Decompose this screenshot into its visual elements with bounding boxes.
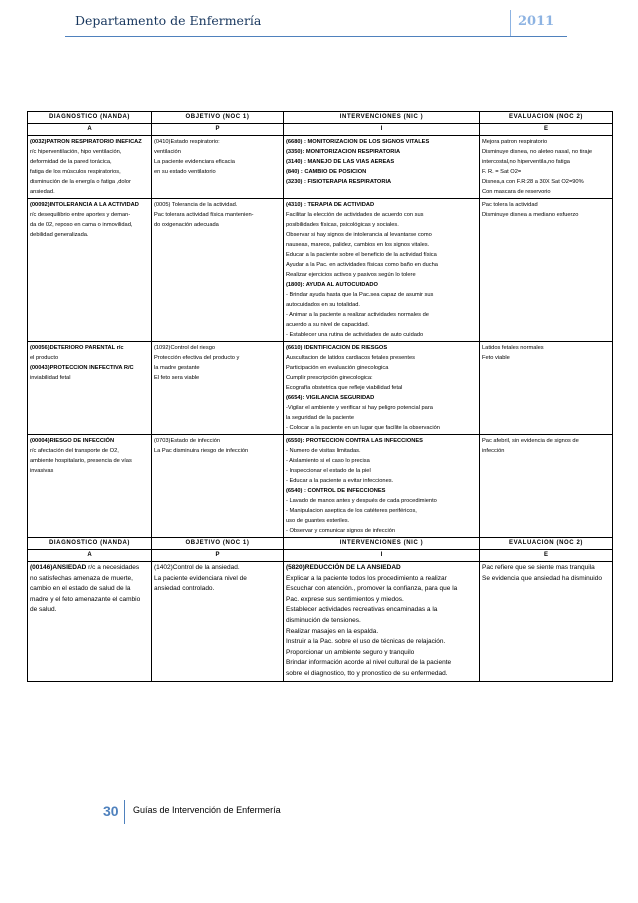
diagnostico-cell xyxy=(28,342,152,435)
cell-line: (6654): VIGILANCIA SEGURIDAD xyxy=(286,395,375,401)
intervenciones-cell xyxy=(284,435,480,538)
cell-line: - Numero de visitas limitadas. xyxy=(286,448,361,454)
cell-line: La paciente evidenciara eficacia xyxy=(154,159,235,165)
col-header-evaluacion: EVALUACION (NOC 2) xyxy=(480,112,613,124)
table-row xyxy=(28,435,613,538)
col-letter-i: I xyxy=(284,124,480,136)
cell-line: inviabilidad fetal xyxy=(30,375,71,381)
col-letter-i: I xyxy=(284,550,480,562)
cell-line: Cumplir prescripción ginecologica: xyxy=(286,375,373,381)
col-letter-p: P xyxy=(152,124,284,136)
col-header-objetivo: OBJETIVO (NOC 1) xyxy=(152,538,284,550)
col-letter-a: A xyxy=(28,124,152,136)
cell-line: debilidad generalizada. xyxy=(30,232,89,238)
table-body xyxy=(28,112,613,682)
cell-line: no satisfechas amenaza de muerte, xyxy=(30,574,133,582)
cell-line: Realizar ejercicios activos y pasivos según lo tolere xyxy=(286,272,416,278)
cell-line: da de 02, reposo en cama o inmovilidad, xyxy=(30,222,133,228)
cell-line: (6540) : CONTROL DE INFECCIONES xyxy=(286,488,386,494)
cell-line: sobre el diagnostico, tto y pronostico de su enfermedad. xyxy=(286,669,448,677)
cell-line: (6680) : MONITORIZACION DE LOS SIGNOS VITALES xyxy=(286,139,430,145)
evaluacion-cell xyxy=(480,199,613,342)
cell-line: Instruir a la Pac. sobre el uso de técnicas de relajación. xyxy=(286,638,446,646)
evaluacion-cell xyxy=(480,562,613,682)
cell-line: Protección efectiva del producto y xyxy=(154,355,240,361)
cell-line: La paciente evidenciara nivel de xyxy=(154,574,247,582)
cell-line: (00043)PROTECCION INEFECTIVA R/C xyxy=(30,365,134,371)
cell-line: nauseas, mareos, palidez, cambios en los signos vitales. xyxy=(286,242,430,248)
diagnostico-cell xyxy=(28,435,152,538)
cell-line: ansiedad controlado. xyxy=(154,585,215,593)
cell-line: r/c afectación del transporte de O2, xyxy=(30,448,119,454)
cell-line: Participación en evaluación ginecologica xyxy=(286,365,389,371)
intervenciones-cell xyxy=(284,342,480,435)
cell-line: Mejora patron respiratorio xyxy=(482,139,548,145)
cell-line: (3230) : FISIOTERAPIA RESPIRATORIA xyxy=(286,179,392,185)
diagnostico-cell xyxy=(28,562,152,682)
cell-line: - Establecer una rutina de actividades de auto cuidado xyxy=(286,332,424,338)
cell-line: el producto xyxy=(30,355,59,361)
cell-line: -Vigilar el ambiente y verificar si hay peligro potencial para xyxy=(286,405,433,411)
cell-line: El feto sera viable xyxy=(154,375,200,381)
cell-line: de salud. xyxy=(30,606,57,614)
cell-line: Disminuye disnea a mediano esfuerzo xyxy=(482,212,579,218)
cell-line: (3350): MONITORIZACION RESPIRATORIA xyxy=(286,149,401,155)
cell-line: Latidos fetales normales xyxy=(482,345,544,351)
cell-line: (1800): AYUDA AL AUTOCUIDADO xyxy=(286,282,378,288)
diagnostico-cell xyxy=(28,136,152,199)
page-number: 30 xyxy=(103,803,119,819)
evaluacion-cell xyxy=(480,435,613,538)
cell-line: Proporcionar un ambiente seguro y tranquilo xyxy=(286,648,415,656)
cell-line: Pac afebril, sin evidencia de signos de xyxy=(482,438,579,444)
nursing-care-table xyxy=(27,111,613,682)
column-letter-row-repeat xyxy=(28,550,613,562)
cell-line: (840) : CAMBIO DE POSICION xyxy=(286,169,367,175)
cell-line: cambio en el estado de salud de la xyxy=(30,585,131,593)
cell-line: Explicar a la paciente todos los procedimiento a realizar xyxy=(286,574,447,582)
cell-line: (0005) Tolerancia de la actividad. xyxy=(154,202,238,208)
cell-line: Establecer actividades recreativas encaminadas a la xyxy=(286,606,438,614)
cell-line: (00146)ANSIEDAD r/c a necesidades xyxy=(30,564,140,571)
cell-line: Realizar masajes en la espalda. xyxy=(286,627,379,635)
cell-line: - Brindar ayuda hasta que la Pac.sea capaz de asumir sus xyxy=(286,292,434,298)
objetivo-cell xyxy=(152,435,284,538)
cell-line: Disminuye disnea, no aleteo nasal, no tiraje xyxy=(482,149,593,155)
cell-line: autocuidados en su totalidad. xyxy=(286,302,360,308)
column-header-row-repeat xyxy=(28,538,613,550)
cell-line: (00004)RIESGO DE INFECCIÓN xyxy=(30,438,115,444)
cell-line: (6550): PROTECCION CONTRA LAS INFECCIONES xyxy=(286,438,423,444)
col-header-diagnostico: DIAGNOSTICO (NANDA) xyxy=(28,112,152,124)
cell-line: Feto viable xyxy=(482,355,510,361)
evaluacion-cell xyxy=(480,342,613,435)
col-header-intervenciones: INTERVENCIONES (NIC ) xyxy=(284,538,480,550)
footer-text: Guías de Intervención de Enfermería xyxy=(133,805,281,815)
cell-line: (5820)REDUCCIÓN DE LA ANSIEDAD xyxy=(286,564,401,571)
cell-line: Facilitar la elección de actividades de acuerdo con sus xyxy=(286,212,424,218)
cell-line: (1092)Control del riesgo xyxy=(154,345,216,351)
cell-line: - Lavado de manos antes y después de cada procedimiento xyxy=(286,498,437,504)
cell-line: Auscultacion de latidos cardiacos fetales presentes xyxy=(286,355,415,361)
column-letter-row xyxy=(28,124,613,136)
table-row-ansiedad xyxy=(28,562,613,682)
cell-line: disminución de la energía o fatiga ,dolor xyxy=(30,179,131,185)
cell-line: la seguridad de la paciente xyxy=(286,415,354,421)
cell-line: (00092)INTOLERANCIA A LA ACTIVIDAD xyxy=(30,202,139,208)
cell-line: La Pac disminuira riesgo de infección xyxy=(154,448,249,454)
objetivo-cell xyxy=(152,199,284,342)
cell-line: (4310) : TERAPIA DE ACTIVIDAD xyxy=(286,202,375,208)
cell-line: uso de guantes esteriles. xyxy=(286,518,350,524)
col-letter-p: P xyxy=(152,550,284,562)
intervenciones-cell xyxy=(284,562,480,682)
header-divider xyxy=(510,10,511,37)
cell-line: Pac tolera la actividad xyxy=(482,202,538,208)
cell-line: (00056)DETERIORO PARENTAL r/c xyxy=(30,345,124,351)
objetivo-cell xyxy=(152,136,284,199)
cell-line: en su estado ventilatorio xyxy=(154,169,216,175)
cell-line: ansiedad. xyxy=(30,189,55,195)
objetivo-cell xyxy=(152,562,284,682)
cell-line: Pac refiere que se siente mas tranquila xyxy=(482,564,595,571)
cell-line: madre y el feto amenazante el cambio xyxy=(30,595,141,603)
cell-line: - Aislamiento si el caso lo precisa xyxy=(286,458,370,464)
header-rule xyxy=(65,36,567,37)
cell-line: deformidad de la pared torácica, xyxy=(30,159,112,165)
cell-line: - Manipulacion aseptica de los catéteres periféricos, xyxy=(286,508,417,514)
cell-line: ambiente hospitalario, presencia de vías xyxy=(30,458,132,464)
cell-line: Brindar información acorde al nivel cultural de la paciente xyxy=(286,659,452,667)
cell-line: Disnea,a con F.R:28 a 30X Sat O2=90% xyxy=(482,179,584,185)
cell-line: la madre gestante xyxy=(154,365,200,371)
cell-line: (1402)Control de la ansiedad. xyxy=(154,564,240,571)
col-header-intervenciones: INTERVENCIONES (NIC ) xyxy=(284,112,480,124)
cell-line: - Educar a la paciente a evitar infecciones. xyxy=(286,478,394,484)
cell-line: Con mascara de reservorio xyxy=(482,189,551,195)
cell-line: ventilación xyxy=(154,149,181,155)
cell-line: acuerdo a su nivel de capacidad. xyxy=(286,322,370,328)
table-row xyxy=(28,342,613,435)
cell-line: disminución de tensiones. xyxy=(286,616,361,624)
cell-line: - Colocar a la paciente en un lugar que facilite la observación xyxy=(286,425,440,431)
cell-line: posibilidades físicas, psicológicas y sociales. xyxy=(286,222,399,228)
cell-line: - Observar y comunicar signos de infección xyxy=(286,528,396,534)
cell-line: (0032)PATRON RESPIRATORIO INEFICAZ xyxy=(30,139,142,145)
col-header-diagnostico: DIAGNOSTICO (NANDA) xyxy=(28,538,152,550)
cell-line: (0410)Estado respiratorio: xyxy=(154,139,220,145)
footer-divider xyxy=(124,800,125,824)
cell-line: r/c hiperventilación, hipo ventilación, xyxy=(30,149,122,155)
table-row xyxy=(28,199,613,342)
col-letter-e: E xyxy=(480,550,613,562)
cell-line: Se evidencia que ansiedad ha disminuido xyxy=(482,574,602,582)
cell-line: infección xyxy=(482,448,505,454)
objetivo-cell xyxy=(152,342,284,435)
diagnostico-cell xyxy=(28,199,152,342)
cell-line: Pac tolerara actividad física mantenien- xyxy=(154,212,254,218)
cell-line: Pac. exprese sus sentimientos y miedos. xyxy=(286,595,404,603)
cell-line: intercostal,no hiperventila,no fatiga xyxy=(482,159,570,165)
cell-line: do oxigenación adecuada xyxy=(154,222,219,228)
cell-line: - Inspeccionar el estado de la piel xyxy=(286,468,371,474)
col-header-evaluacion: EVALUACION (NOC 2) xyxy=(480,538,613,550)
cell-line: fatiga de los músculos respiratorios, xyxy=(30,169,121,175)
cell-line: F. R. = Sat O2= xyxy=(482,169,522,175)
column-header-row xyxy=(28,112,613,124)
cell-line: Educar a la paciente sobre el beneficio de la actividad física xyxy=(286,252,437,258)
col-letter-a: A xyxy=(28,550,152,562)
cell-line: Observar si hay signos de intolerancia al levantarse como xyxy=(286,232,432,238)
cell-line: invasivas xyxy=(30,468,54,474)
col-letter-e: E xyxy=(480,124,613,136)
evaluacion-cell xyxy=(480,136,613,199)
intervenciones-cell xyxy=(284,136,480,199)
cell-line: (6610) IDENTIFICACION DE RIESGOS xyxy=(286,345,388,351)
header-title: Departamento de Enfermería xyxy=(75,13,262,28)
cell-line: - Animar a la paciente a realizar actividades normales de xyxy=(286,312,429,318)
header-year: 2011 xyxy=(518,14,555,29)
cell-line: r/c desequilibrio entre aportes y deman- xyxy=(30,212,131,218)
col-header-objetivo: OBJETIVO (NOC 1) xyxy=(152,112,284,124)
cell-line: (3140) : MANEJO DE LAS VIAS AEREAS xyxy=(286,159,395,165)
cell-line: (0703)Estado de infección xyxy=(154,438,221,444)
cell-line: Ecografía obstetrica que refleje viabilidad fetal xyxy=(286,385,403,391)
cell-line: Escuchar con atención., promover la confianza, para que la xyxy=(286,585,458,593)
cell-line: Ayudar a la Pac. en actividades físicas como baño en ducha xyxy=(286,262,438,268)
table-row xyxy=(28,136,613,199)
intervenciones-cell xyxy=(284,199,480,342)
